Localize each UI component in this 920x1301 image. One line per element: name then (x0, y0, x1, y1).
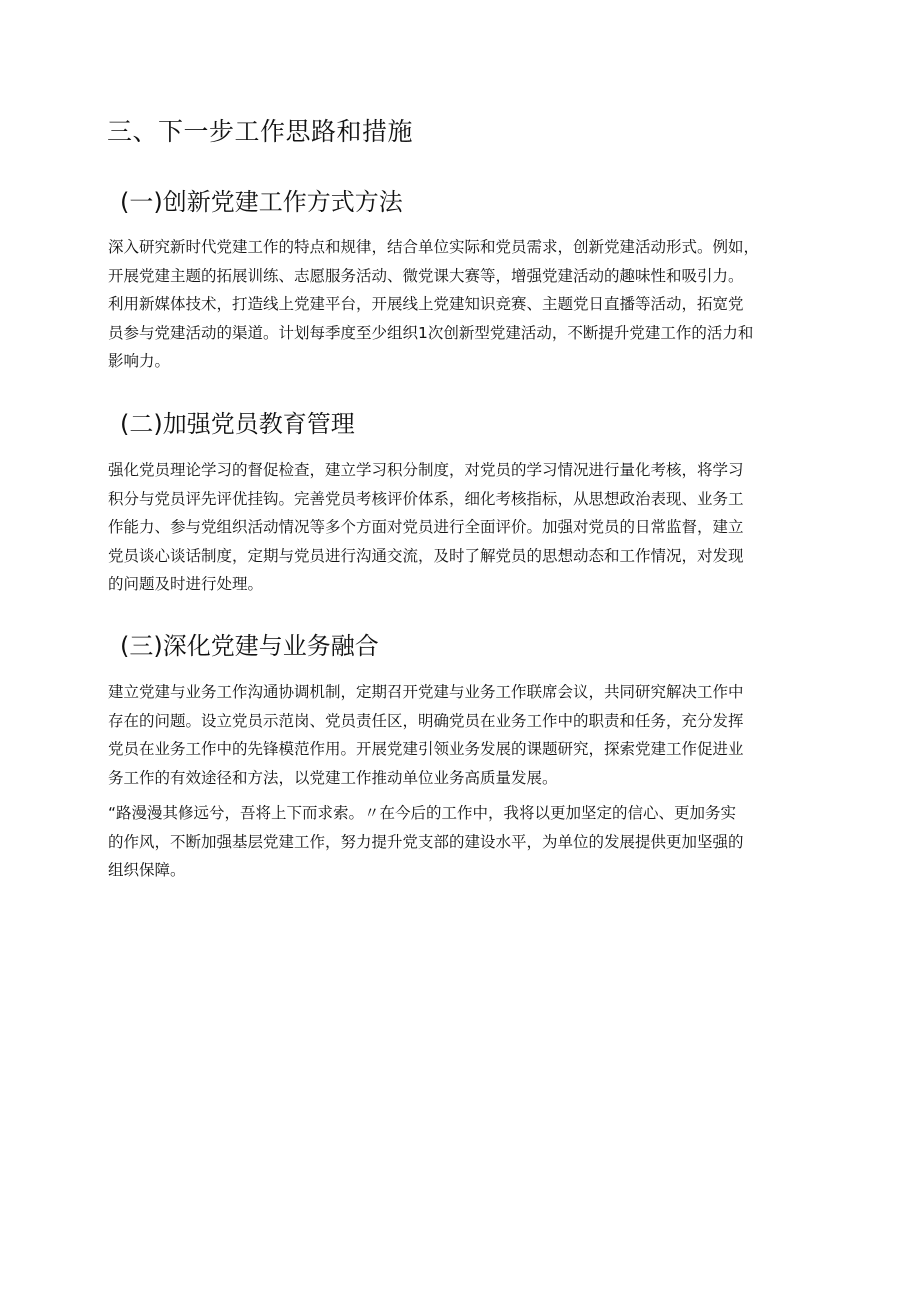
paragraph-line: “路漫漫其修远兮，吾将上下而求索。〃在今后的工作中，我将以更加坚定的信心、更加务实 (108, 804, 737, 822)
paragraph-education (108, 456, 814, 599)
paragraph-line: 深入研究新时代党建工作的特点和规律，结合单位实际和党员需求，创新党建活动形式。例如， (108, 238, 760, 256)
subsection-title-innovation: (一)创新党建工作方式方法 (120, 188, 403, 216)
paragraph-line: 存在的问题。设立党员示范岗、党员责任区，明确党员在业务工作中的职责和任务，充分发挥 (108, 711, 744, 730)
paragraph-line: 强化党员理论学习的督促检查，建立学习积分制度，对党员的学习情况进行量化考核，将学习 (108, 461, 744, 479)
paragraph-line: 影响力。 (108, 352, 171, 370)
paragraph-line: 的问题及时进行处理。 (108, 575, 264, 593)
paragraph-line: 务工作的有效途径和方法，以党建工作推动单位业务高质量发展。 (108, 768, 558, 787)
paragraph-line: 建立党建与业务工作沟通协调机制，定期召开党建与业务工作联席会议，共同研究解决工作中 (108, 683, 744, 701)
paragraph-line: 积分与党员评先评优挂钩。完善党员考核评价体系，细化考核指标，从思想政治表现、业务工 (108, 489, 744, 508)
paragraph-line: 利用新媒体技术，打造线上党建平台，开展线上党建知识竞赛、主题党日直播等活动，拓宽党 (108, 295, 744, 313)
section-heading-next-steps: 三、下一步工作思路和措施 (107, 117, 414, 146)
paragraph-closing (108, 799, 814, 885)
paragraph-line: 党员在业务工作中的先锋模范作用。开展党建引领业务发展的课题研究，探索党建工作促进业 (108, 740, 744, 758)
paragraph-line: 开展党建主题的拓展训练、志愿服务活动、微党课大赛等，增强党建活动的趣味性和吸引力。 (108, 266, 744, 285)
paragraph-integration (108, 678, 814, 792)
paragraph-line: 党员谈心谈话制度，定期与党员进行沟通交流，及时了解党员的思想动态和工作情况，对发现 (108, 546, 744, 565)
paragraph-line: 员参与党建活动的渠道。计划每季度至少组织1次创新型党建活动，不断提升党建工作的活力和 (108, 323, 754, 342)
subsection-title-integration: (三)深化党建与业务融合 (120, 632, 379, 660)
paragraph-line: 作能力、参与党组织活动情况等多个方面对党员进行全面评价。加强对党员的日常监督，建立 (108, 518, 744, 536)
subsection-title-education: (二)加强党员教育管理 (120, 410, 355, 438)
paragraph-line: 组织保障。 (108, 861, 186, 879)
paragraph-line: 的作风，不断加强基层党建工作，努力提升党支部的建设水平，为单位的发展提供更加坚强的 (108, 832, 744, 851)
paragraph-innovation (108, 233, 814, 376)
